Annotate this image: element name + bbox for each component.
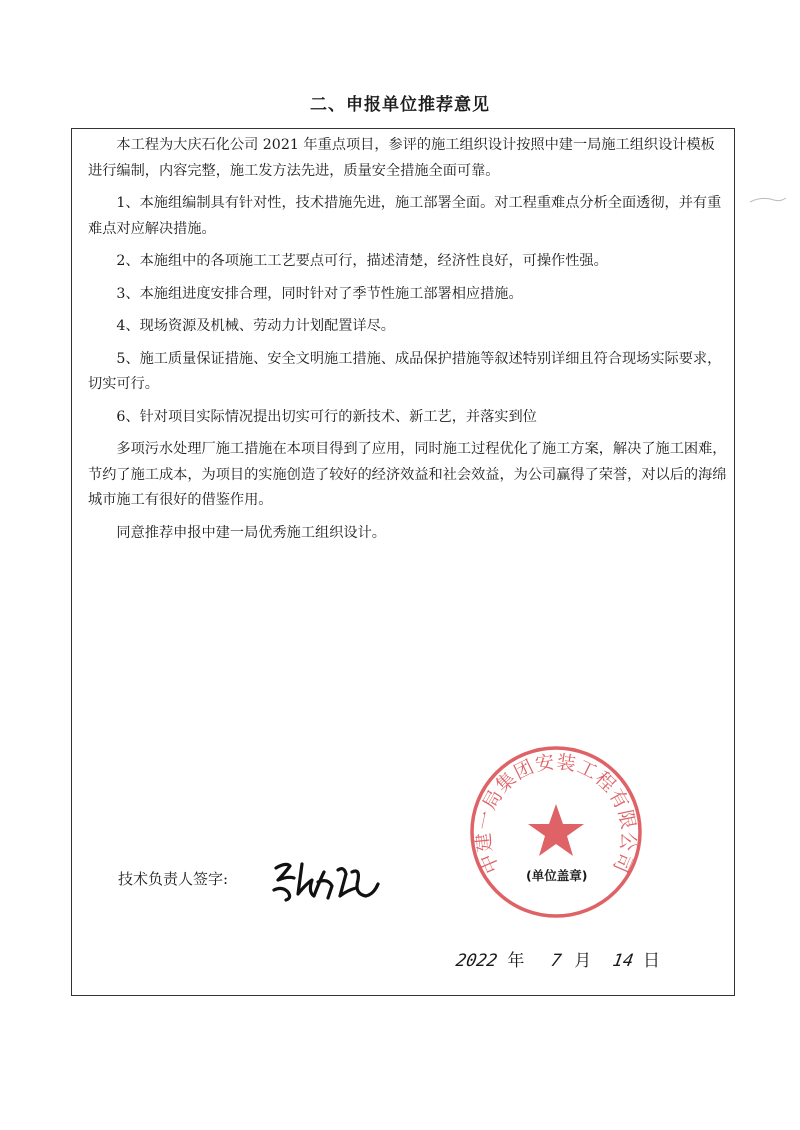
paragraph-item-6: 6、针对项目实际情况提出切实可行的新技术、新工艺，并落实到位 <box>116 408 537 425</box>
company-seal <box>466 742 646 922</box>
seal-note: (单位盖章) <box>526 868 588 883</box>
date-day: 14 <box>610 951 635 971</box>
seal-text: 中建一局集团安装工程有限公司 <box>472 750 640 877</box>
paragraph-item-1: 1、本施组编制具有针对性，技术措施先进，施工部署全面。对工程重难点分析全面透彻，并有重难点对应解决措施。 <box>88 195 722 237</box>
date-month-unit: 月 <box>574 951 592 971</box>
opinion-body <box>88 133 728 553</box>
paragraph-item-4: 4、现场资源及机械、劳动力计划配置详尽。 <box>116 318 395 334</box>
date-year: 2022 <box>454 951 499 971</box>
date-line <box>456 946 660 971</box>
seal-star-icon <box>528 804 584 856</box>
signature-label: 技术负责人签字: <box>118 870 229 888</box>
paragraph-item-2: 2、本施组中的各项施工工艺要点可行，描述清楚，经济性良好，可操作性强。 <box>116 253 608 269</box>
paragraph-item-3: 3、本施组进度安排合理，同时针对了季节性施工部署相应措施。 <box>116 285 523 302</box>
paragraph-recommendation: 同意推荐申报中建一局优秀施工组织设计。 <box>116 524 386 541</box>
date-day-unit: 日 <box>643 951 661 971</box>
handwritten-signature <box>268 850 388 910</box>
paragraph-item-5: 5、施工质量保证措施、安全文明施工措施、成品保护措施等叙述特别详细且符合现场实际要求，切实可行。 <box>88 350 722 392</box>
paragraph-summary: 多项污水处理厂施工措施在本项目得到了应用，同时施工过程优化了施工方案，解决了施工困难，节约了施工成本，为项目的实施创造了较好的经济效益和社会效益，为公司赢得了荣誉，对以后的海绵城市施工有很好的借鉴作用。 <box>88 441 727 508</box>
date-month: 7 <box>548 951 563 971</box>
date-year-unit: 年 <box>507 951 525 971</box>
scan-noise-mark <box>748 190 788 210</box>
paragraph-intro: 本工程为大庆石化公司 2021 年重点项目，参评的施工组织设计按照中建一局施工组织设计模板进行编制，内容完整，施工发方法先进，质量安全措施全面可靠。 <box>88 137 715 179</box>
section-title: 二、申报单位推荐意见 <box>310 95 490 115</box>
